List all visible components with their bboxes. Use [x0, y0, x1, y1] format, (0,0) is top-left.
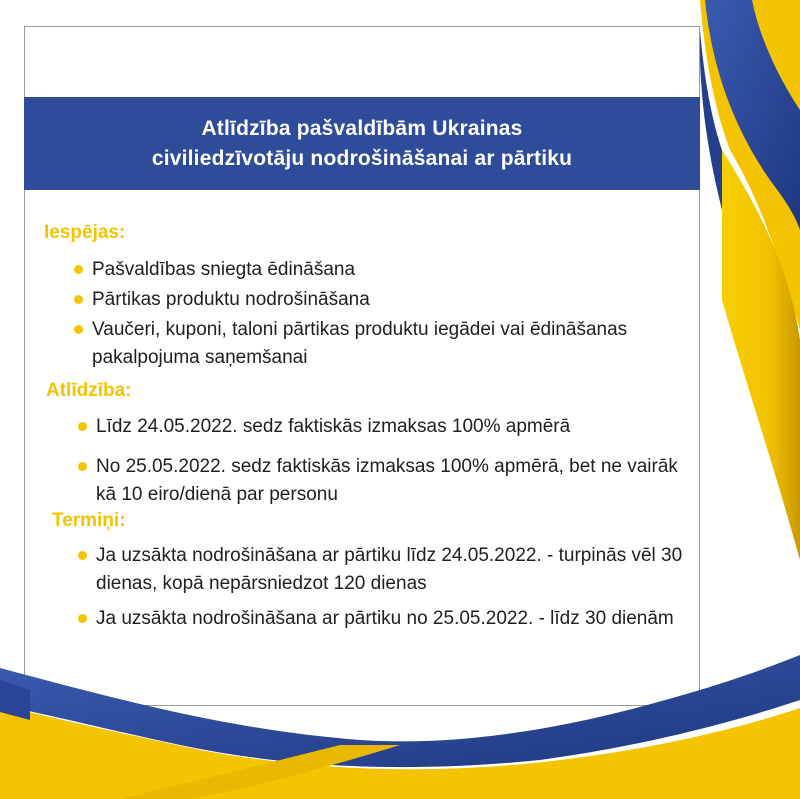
- list-item: Pašvaldības sniegta ēdināšana: [92, 256, 652, 284]
- list-item: Ja uzsākta nodrošināšana ar pārtiku līdz 24.05.2022. - turpinās vēl 30 dienas, kopā nepārsniedzot 120 dienas: [96, 542, 686, 598]
- section-title-atlidziba: Atlīdzība:: [46, 380, 132, 401]
- bullet-dot-icon: [78, 551, 87, 560]
- bullet-dot-icon: [74, 265, 83, 274]
- list-item: Līdz 24.05.2022. sedz faktiskās izmaksas 100% apmērā: [96, 413, 696, 441]
- list-item: Vaučeri, kuponi, taloni pārtikas produktu iegādei vai ēdināšanas pakalpojuma saņemšanai: [92, 316, 682, 372]
- section-title-iespejas: Iespējas:: [44, 222, 126, 243]
- page-title: Atlīdzība pašvaldībām Ukrainas civiliedzīvotāju nodrošināšanai ar pārtiku: [151, 116, 573, 170]
- bullet-dot-icon: [78, 462, 87, 471]
- section-title-termini: Termiņi:: [52, 510, 126, 531]
- bullet-dot-icon: [78, 614, 87, 623]
- bullet-dot-icon: [74, 325, 83, 334]
- list-item: Ja uzsākta nodrošināšana ar pārtiku no 25.05.2022. - līdz 30 dienām: [96, 605, 686, 633]
- list-item: Pārtikas produktu nodrošināšana: [92, 286, 652, 314]
- bullet-dot-icon: [74, 295, 83, 304]
- bullet-dot-icon: [78, 422, 87, 431]
- list-item: No 25.05.2022. sedz faktiskās izmaksas 100% apmērā, bet ne vairāk kā 10 eiro/dienā par personu: [96, 453, 686, 509]
- header-band: [24, 97, 700, 190]
